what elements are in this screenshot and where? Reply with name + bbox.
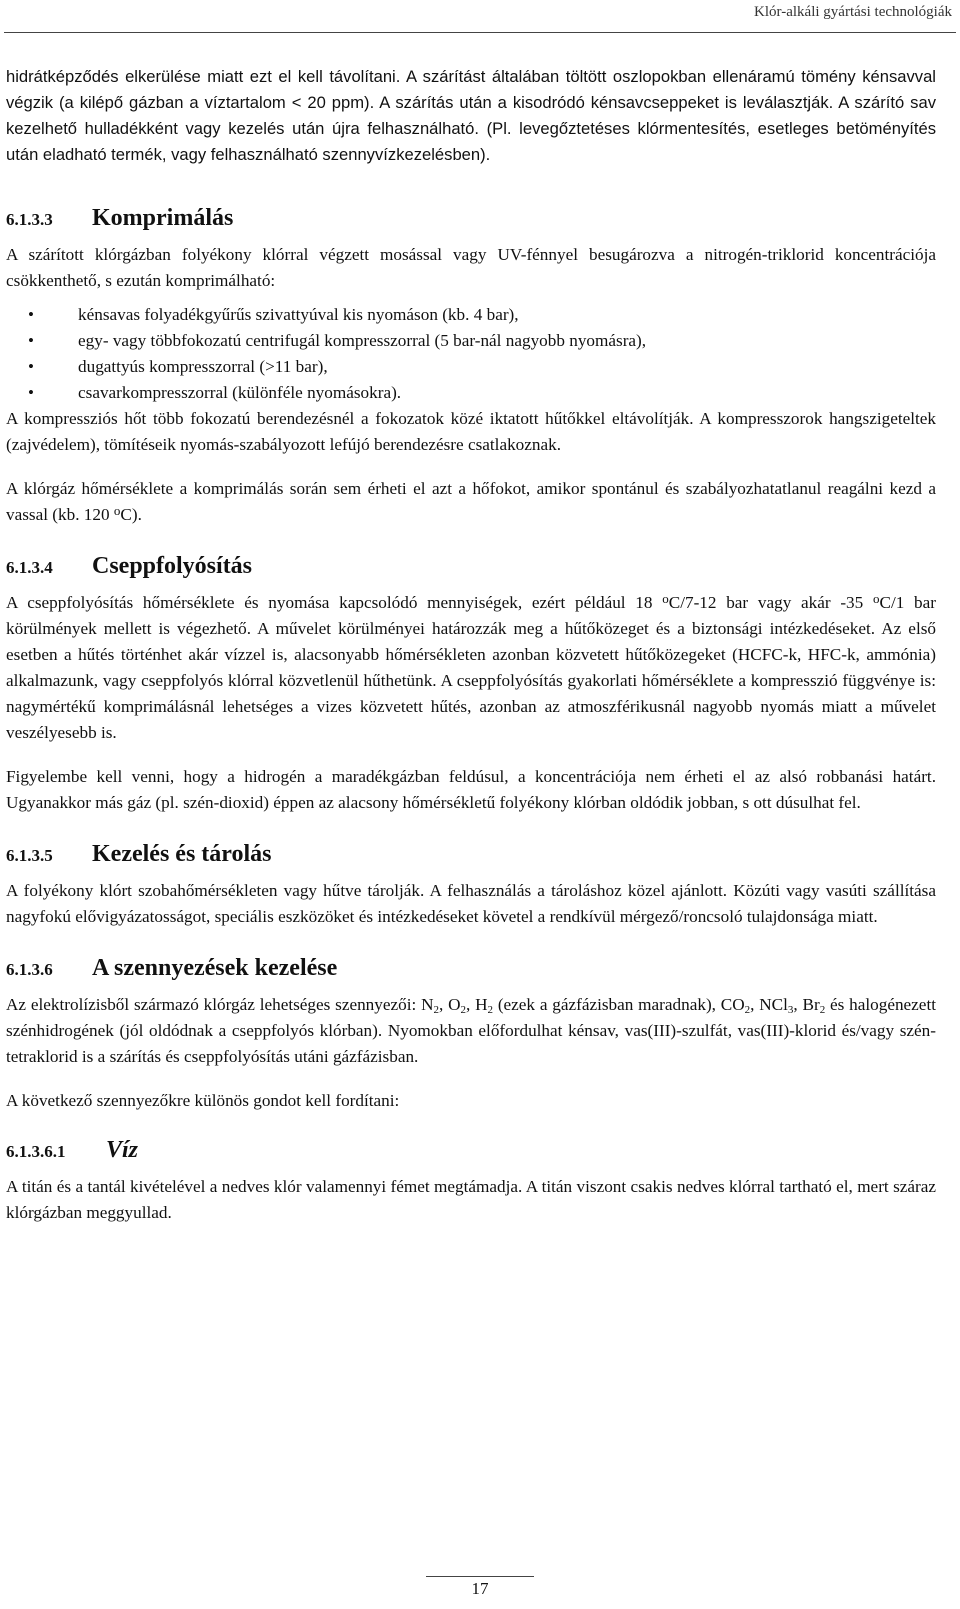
degree-sign: o xyxy=(872,591,880,606)
paragraph-drying: hidrátképződés elkerülése miatt ezt el kell távolítani. A szárítást általában töltött oszlopokban ellenáramú tömény kénsavval végzik (a kilépő gázban a víztartalom < 20 ppm). A szárítás után a kisodródó kénsavcseppeket is leválasztják. A szárító sav kezelhető hulladékként vagy kezelés után újra felhasználható. (Pl. levegőztetéses klórmentesítés, esetleges betöményítés után eladható termék, vagy felhasználható szennyvízkezelésben). xyxy=(6,67,936,164)
section-title: Kezelés és tárolás xyxy=(92,841,272,867)
text-run: Az elektrolízisből származó klórgáz lehetséges szennyezői: N xyxy=(6,995,434,1014)
text-run: A klórgáz hőmérséklete a komprimálás során sem érheti el azt a hőfokot, amikor spontánul és szabályozhatatlanul reagálni kezd a vassal (kb. 120 xyxy=(6,479,936,524)
section-number: 6.1.3.6 xyxy=(6,960,53,979)
page-number: 17 xyxy=(471,1579,489,1598)
subscript: 3 xyxy=(787,1004,794,1016)
section-title: Víz xyxy=(106,1137,139,1163)
list-item: • csavarkompresszorral (különféle nyomásokra). xyxy=(6,380,936,406)
subscript: 2 xyxy=(460,1004,466,1016)
subscript: 2 xyxy=(744,1004,751,1016)
text-run: (ezek a gázfázisban maradnak), CO xyxy=(493,995,745,1014)
text-run: , O xyxy=(438,995,461,1014)
heading-6-1-3-3 xyxy=(6,202,936,236)
paragraph-hydrogen: Figyelembe kell venni, hogy a hidrogén a maradékgázban feldúsul, a koncentrációja nem érheti el az alsó robbanási határt. Ugyanakkor más gáz (pl. szén-dioxid) éppen az alacsony hőmérsékletű folyékony klórban oldódik jobban, s ott dúsulhat fel. xyxy=(6,767,936,812)
section-number: 6.1.3.4 xyxy=(6,558,53,577)
page-body xyxy=(6,64,936,1244)
list-item: • dugattyús kompresszorral (>11 bar), xyxy=(6,354,936,380)
section-title: Cseppfolyósítás xyxy=(92,553,253,579)
text-run: C/1 bar körülmények mellett is végezhető. A művelet körülményei határozzák meg a hűtőközeget és a biztonsági intézkedéseket. Az első esetben a hűtés történhet akár vízzel is, alacsonyabb hőmérsékleten azonban közvetett hűtőközegeket (HCFC-k, HFC-k, ammónia) alkalmazunk, vagy cseppfolyós klórral közvetlenül hűthetünk. A cseppfolyósítás gyakorlati hőmérséklete a kompresszió függvénye is: nagymértékű komprimálásnál lehetséges a vizes közvetett hűtés, azonban az atmoszférikusnál nagyobb nyomás miatt a művelet veszélyesebb is. xyxy=(6,593,936,742)
section-number: 6.1.3.5 xyxy=(6,846,53,865)
paragraph-storage: A folyékony klórt szobahőmérsékleten vagy hűtve tárolják. A felhasználás a tároláshoz közel ajánlott. Közúti vagy vasúti szállítása nagyfokú elővigyázatosságot, speciális eszközöket és intézkedéseket követel a rendkívül mérgező/roncsoló tulajdonsága miatt. xyxy=(6,881,936,926)
compressor-list xyxy=(6,302,936,406)
text-run: , Br xyxy=(793,995,820,1014)
section-title: A szennyezések kezelése xyxy=(92,955,338,981)
paragraph-special-impurities: A következő szennyezőkre különös gondot kell fordítani: xyxy=(6,1091,400,1110)
text-run: C). xyxy=(120,505,142,524)
running-title: Klór-alkáli gyártási technológiák xyxy=(754,4,952,20)
heading-6-1-3-4 xyxy=(6,550,936,584)
heading-6-1-3-6-1 xyxy=(6,1134,936,1168)
text-run: és halogénezett szénhidrogének (jól oldódnak a cseppfolyós klórban). Nyomokban előfordulhat kénsav, vas(III)-szulfát, vas(III)-klorid és/vagy szén-tetraklorid is a szárítás és cseppfolyósítás utáni gázfázisban. xyxy=(6,995,936,1066)
paragraph-temperature xyxy=(6,476,936,528)
degree-sign: o xyxy=(662,591,669,606)
subscript: 2 xyxy=(433,1004,439,1016)
footer-rule xyxy=(426,1576,534,1577)
heading-6-1-3-5 xyxy=(6,838,936,872)
text-run: , H xyxy=(466,995,488,1014)
paragraph-compression-heat: A kompressziós hőt több fokozatú berendezésnél a fokozatok közé iktatott hűtőkkel eltávolítják. A kompresszorok hangszigeteltek (zajvédelem), tömítéseik nyomás-szabályozott lefújó berendezésre csatlakoznak. xyxy=(6,409,936,454)
section-title: Komprimálás xyxy=(92,205,234,231)
heading-6-1-3-6 xyxy=(6,952,936,986)
paragraph-water: A titán és a tantál kivételével a nedves klór valamennyi fémet megtámadja. A titán viszont csakis nedves klórral tartható el, mert száraz klórgázban meggyullad. xyxy=(6,1177,936,1222)
paragraph-liquefaction xyxy=(6,590,936,746)
running-header xyxy=(4,0,956,33)
text-run: C/7-12 bar vagy akár -35 xyxy=(668,593,873,612)
text-run: , NCl xyxy=(750,995,788,1014)
section-number: 6.1.3.3 xyxy=(6,210,53,229)
section-number: 6.1.3.6.1 xyxy=(6,1142,66,1161)
text-run: A cseppfolyósítás hőmérséklete és nyomása kapcsolódó mennyiségek, ezért például 18 xyxy=(6,593,663,612)
subscript: 2 xyxy=(819,1004,826,1016)
subscript: 2 xyxy=(487,1004,494,1016)
list-item: • egy- vagy többfokozatú centrifugál kompresszorral (5 bar-nál nagyobb nyomásra), xyxy=(6,328,936,354)
paragraph-compression-intro: A szárított klórgázban folyékony klórral végzett mosással vagy UV-fénnyel besugározva a nitrogén-triklorid koncentrációja csökkenthető, s ezután komprimálható: xyxy=(6,245,936,290)
degree-sign: o xyxy=(113,503,121,518)
page-footer xyxy=(0,1572,960,1608)
paragraph-impurities xyxy=(6,992,936,1070)
list-item: • kénsavas folyadékgyűrűs szivattyúval kis nyomáson (kb. 4 bar), xyxy=(6,302,936,328)
